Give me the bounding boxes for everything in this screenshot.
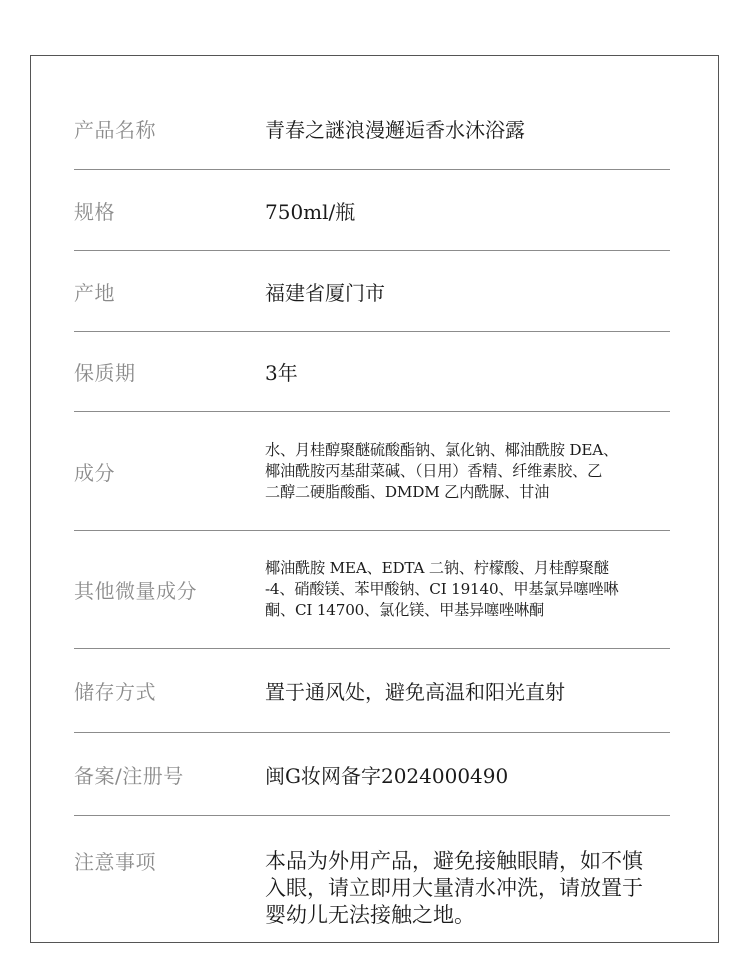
row-storage bbox=[74, 649, 670, 733]
value-origin: 福建省厦门市 bbox=[265, 280, 385, 305]
row-precautions bbox=[74, 816, 670, 942]
value-precautions bbox=[265, 816, 674, 942]
row-origin bbox=[74, 251, 670, 332]
precautions-line: 婴幼儿无法接触之地。 bbox=[265, 903, 475, 927]
row-ingredients bbox=[74, 412, 670, 531]
row-shelf-life bbox=[74, 332, 670, 412]
value-specification: 750ml/瓶 bbox=[265, 199, 356, 224]
label-registration: 备案/注册号 bbox=[74, 763, 184, 788]
label-storage: 储存方式 bbox=[74, 680, 156, 704]
value-registration: 闽G妆网备字2024000490 bbox=[265, 763, 509, 788]
label-specification: 规格 bbox=[74, 199, 115, 224]
label-trace-ingredients: 其他微量成分 bbox=[74, 579, 197, 603]
value-product-name: 青春之謎浪漫邂逅香水沐浴露 bbox=[265, 118, 525, 142]
trace-ingredients-line: 椰油酰胺 MEA、EDTA 二钠、柠檬酸、月桂醇聚醚 bbox=[265, 559, 609, 577]
label-shelf-life: 保质期 bbox=[74, 361, 136, 385]
label-product-name: 产品名称 bbox=[74, 118, 156, 142]
label-origin: 产地 bbox=[74, 280, 115, 305]
value-ingredients bbox=[265, 412, 674, 530]
value-trace-ingredients bbox=[265, 531, 674, 648]
precautions-line: 入眼，请立即用大量清水冲洗，请放置于 bbox=[265, 876, 643, 900]
label-ingredients: 成分 bbox=[74, 460, 115, 485]
precautions-line: 本品为外用产品，避免接触眼睛，如不慎 bbox=[265, 849, 643, 873]
value-storage: 置于通风处，避免高温和阳光直射 bbox=[265, 680, 565, 704]
row-product-name bbox=[74, 88, 670, 170]
ingredients-line: 椰油酰胺丙基甜菜碱、（日用）香精、纤维素胶、乙 bbox=[265, 461, 603, 480]
row-specification bbox=[74, 170, 670, 251]
value-shelf-life: 3年 bbox=[265, 361, 298, 385]
trace-ingredients-line: -4、硝酸镁、苯甲酸钠、CI 19140、甲基氯异噻唑啉 bbox=[265, 580, 619, 598]
row-trace-ingredients bbox=[74, 531, 670, 649]
trace-ingredients-line: 酮、CI 14700、氯化镁、甲基异噻唑啉酮 bbox=[265, 601, 544, 619]
row-registration bbox=[74, 733, 670, 816]
ingredients-line: 二醇二硬脂酸酯、DMDM 乙内酰脲、甘油 bbox=[265, 482, 550, 501]
label-precautions: 注意事项 bbox=[74, 850, 156, 874]
ingredients-line: 水、月桂醇聚醚硫酸酯钠、氯化钠、椰油酰胺 DEA、 bbox=[265, 440, 618, 459]
